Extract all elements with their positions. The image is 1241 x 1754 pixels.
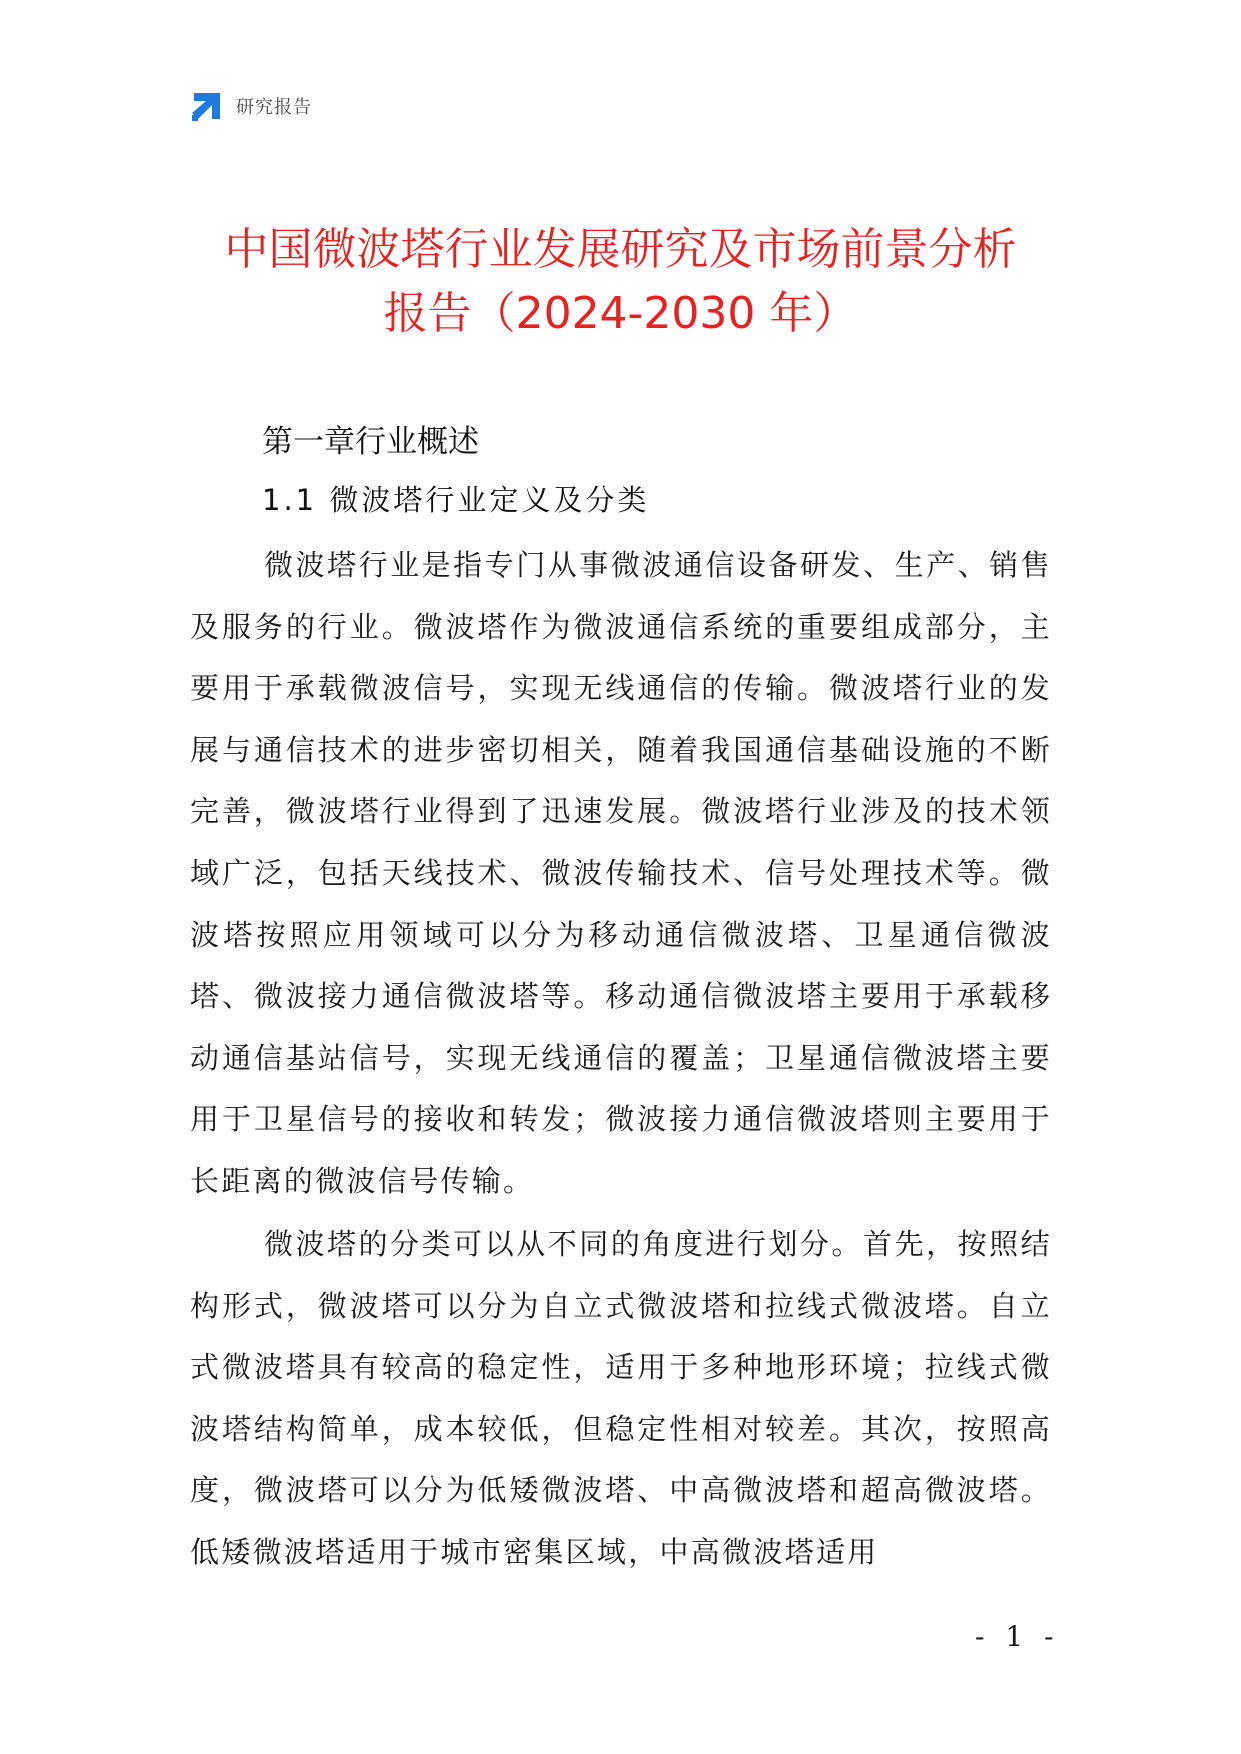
chapter-heading: 第一章行业概述 (262, 424, 479, 460)
header-label: 研究报告 (236, 97, 312, 118)
paragraph-1: 微波塔行业是指专门从事微波通信设备研发、生产、销售及服务的行业。微波塔作为微波通信系统的重要组成部分，主要用于承载微波信号，实现无线通信的传输。微波塔行业的发展与通信技术的进步密切相关，随着我国通信基础设施的不断完善，微波塔行业得到了迅速发展。微波塔行业涉及的技术领域广泛，包括天线技术、微波传输技术、信号处理技术等。微波塔按照应用领域可以分为移动通信微波塔、卫星通信微波塔、微波接力通信微波塔等。移动通信微波塔主要用于承载移动通信基站信号，实现无线通信的覆盖；卫星通信微波塔主要用于卫星信号的接收和转发；微波接力通信微波塔则主要用于长距离的微波信号传输。 (190, 548, 1052, 1198)
page-header (190, 88, 312, 124)
page-number: - 1 - (975, 1620, 1060, 1653)
report-title (150, 218, 1091, 346)
title-line-1: 中国微波塔行业发展研究及市场前景分析 (224, 224, 1017, 275)
section-heading: 1.1 微波塔行业定义及分类 (262, 483, 650, 517)
arrow-logo-icon (190, 89, 224, 123)
paragraph-2: 微波塔的分类可以从不同的角度进行划分。首先，按照结构形式，微波塔可以分为自立式微波塔和拉线式微波塔。自立式微波塔具有较高的稳定性，适用于多种地形环境；拉线式微波塔结构简单，成本较低，但稳定性相对较差。其次，按照高度，微波塔可以分为低矮微波塔、中高微波塔和超高微波塔。低矮微波塔适用于城市密集区域，中高微波塔适用 (190, 1227, 1052, 1569)
title-line-2: 报告（2024-2030 年） (383, 288, 858, 339)
